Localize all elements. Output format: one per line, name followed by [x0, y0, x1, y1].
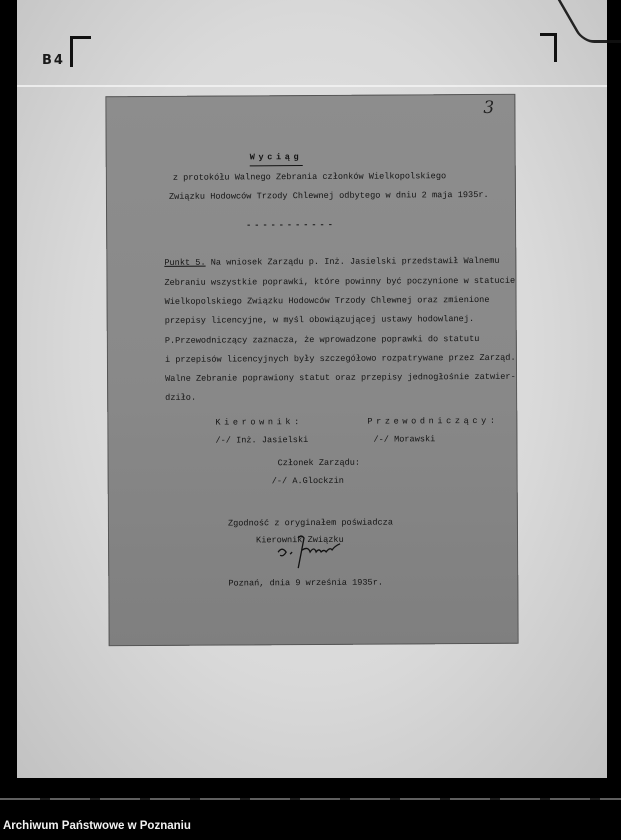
body-line-5: P.Przewodniczący zaznacza, że wprowadzone poprawki do statutu [164, 333, 480, 346]
archival-document [105, 94, 518, 646]
fold-line [17, 85, 607, 87]
page-number: 3 [483, 97, 495, 118]
punkt-label: Punkt 5. [164, 257, 206, 268]
corner-mark-top-left [70, 36, 91, 67]
przewodniczacy-name: /-/ Morawski [373, 434, 436, 445]
document-title: Wyciąg [250, 153, 303, 166]
body-line-4: przepisy licencyjne, w myśl obowiązującej ustawy hodowlanej. [164, 314, 475, 326]
przewodniczacy-label: Przewodniczący: [367, 415, 499, 427]
body-line-2: Zebraniu wszystkie poprawki, które powinny być poczynione w statucie [164, 275, 516, 288]
kierownik-label: Kierownik: [215, 417, 303, 428]
body-line-1: Punkt 5. Na wniosek Zarządu p. Inż. Jasielski przedstawił Walnemu [164, 255, 500, 268]
body-line-8: dziło. [165, 392, 197, 403]
body-line-6: i przepisów licencyjnych były szczegółowo rozpatrywane przez Zarząd. [164, 352, 516, 365]
place-and-date: Poznań, dnia 9 września 1935r. [228, 577, 384, 589]
czlonek-name: /-/ A.Glockzin [271, 475, 344, 487]
corner-mark-top-right [540, 33, 557, 62]
film-light-streak [0, 798, 621, 800]
body-line-3: Wielkopolskiego Związku Hodowców Trzody Chlewnej oraz zmienione [164, 294, 490, 307]
separator-dashes: ----------- [246, 219, 336, 231]
certification-line-2: Kierownik Związku [256, 534, 344, 546]
archive-watermark: Archiwum Państwowe w Poznaniu [3, 820, 191, 832]
body-line-7: Walne Zebranie poprawiony statut oraz przepisy jednogłośnie zatwier- [165, 371, 516, 384]
subtitle-line-1: z protokółu Walnego Zebrania członków Wielkopolskiego [172, 171, 447, 183]
czlonek-label: Członek Zarządu: [277, 457, 361, 469]
handwritten-signature-icon [276, 532, 356, 572]
frame-code-label: B4 [42, 53, 65, 68]
certification-line-1: Zgodność z oryginałem poświadcza [227, 517, 393, 529]
subtitle-line-2: Związku Hodowców Trzody Chlewnej odbytego w dniu 2 maja 1935r. [168, 189, 489, 202]
kierownik-name: /-/ Inż. Jasielski [215, 435, 309, 446]
